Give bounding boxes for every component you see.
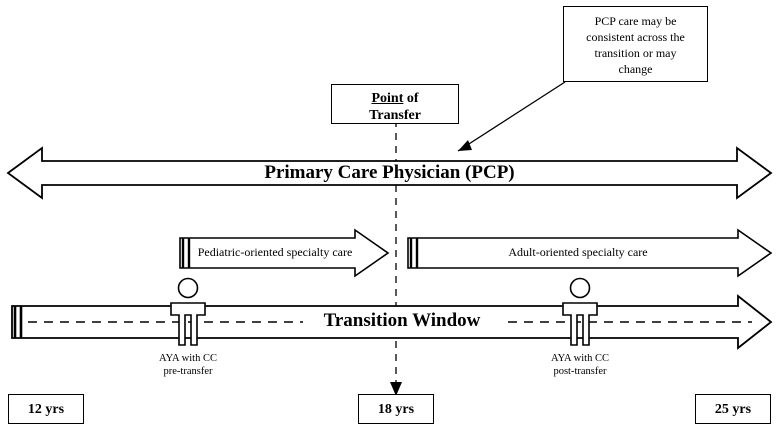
person-caption-pre-line-2: pre-transfer xyxy=(163,366,213,377)
point-of-transfer-line-2: Transfer xyxy=(369,108,421,123)
age-marker-25-yrs: 25 yrs xyxy=(695,394,771,424)
age-marker-12-yrs: 12 yrs xyxy=(8,394,84,424)
note-leader-line xyxy=(458,82,565,151)
point-of-transfer-box xyxy=(331,84,459,124)
pcp-note-line-2: consistent across the xyxy=(586,30,685,44)
transition-window-label: Transition Window xyxy=(303,310,501,332)
age-marker-18-yrs: 18 yrs xyxy=(358,394,434,424)
pcp-note-line-1: PCP care may be xyxy=(594,14,677,28)
person-caption-pre-line-1: AYA with CC xyxy=(159,353,217,364)
pcp-note-line-4: change xyxy=(618,62,653,76)
pcp-note-line-3: transition or may xyxy=(594,46,677,60)
point-of-transfer-word-point: Point xyxy=(371,91,404,106)
note-leader-arrowhead xyxy=(458,140,472,151)
person-caption-post-line-2: post-transfer xyxy=(553,366,607,377)
person-caption-pre-transfer xyxy=(133,352,243,378)
point-of-transfer-line-1 xyxy=(334,90,456,107)
person-caption-post-line-1: AYA with CC xyxy=(551,353,609,364)
point-of-transfer-word-of: of xyxy=(403,91,419,106)
person-caption-post-transfer xyxy=(525,352,635,378)
pediatric-band-label: Pediatric-oriented specialty care xyxy=(197,245,353,259)
pcp-note-box xyxy=(563,6,708,82)
pcp-band-label: Primary Care Physician (PCP) xyxy=(264,162,515,183)
adult-band-label: Adult-oriented specialty care xyxy=(508,245,648,259)
